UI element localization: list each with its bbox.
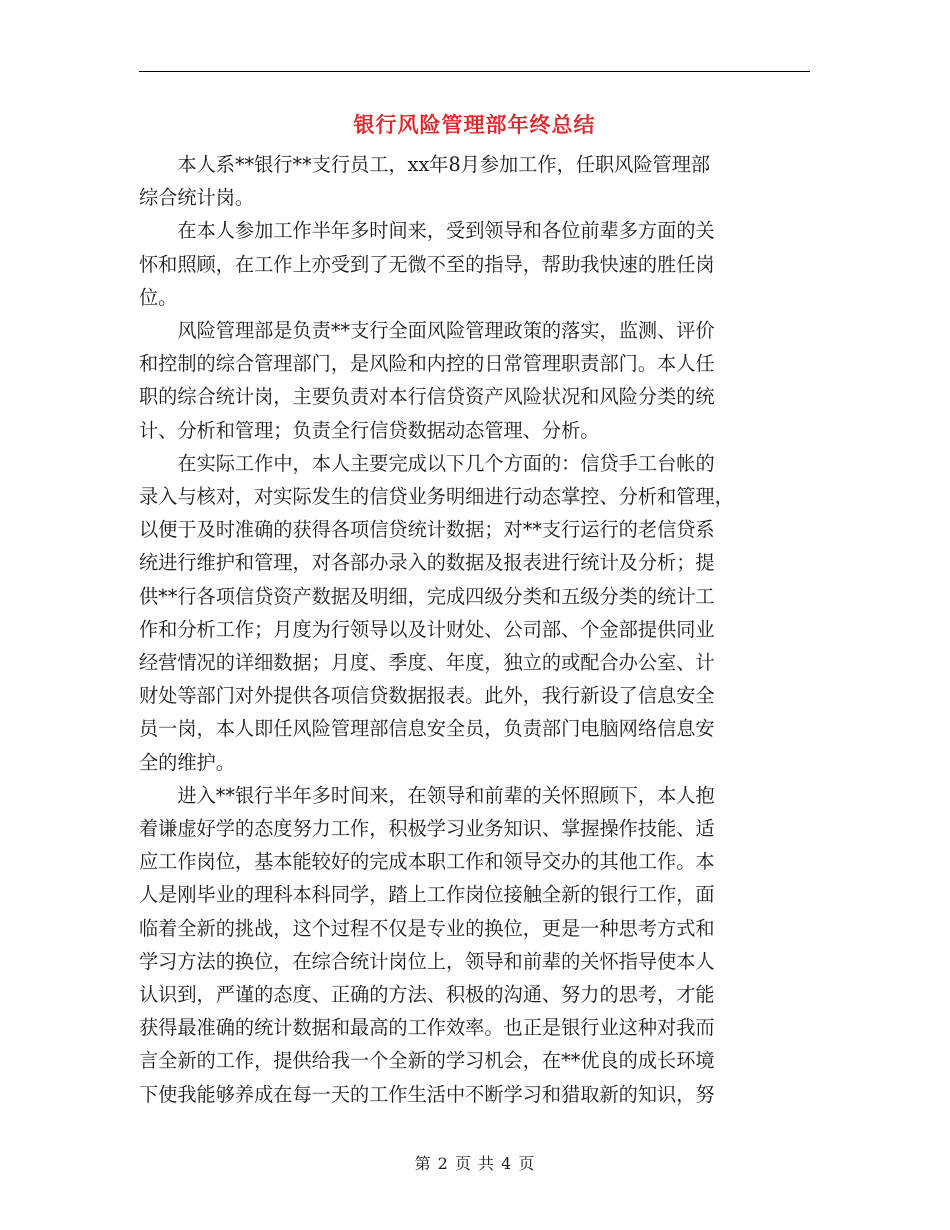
paragraph-line: 应工作岗位，基本能较好的完成本职工作和领导交办的其他工作。本 — [139, 850, 715, 874]
paragraph-line: 全的维护。 — [139, 750, 235, 774]
body-paragraph — [139, 779, 799, 1111]
paragraph-line: 获得最准确的统计数据和最高的工作效率。也正是银行业这种对我而 — [139, 1016, 715, 1040]
body-paragraph — [139, 148, 799, 214]
body-paragraph — [139, 214, 799, 314]
paragraph-line: 作和分析工作；月度为行领导以及计财处、公司部、个金部提供同业 — [139, 617, 715, 641]
paragraph-line: 经营情况的详细数据；月度、季度、年度，独立的或配合办公室、计 — [139, 651, 715, 675]
paragraph-line: 录入与核对，对实际发生的信贷业务明细进行动态掌控、分析和管理， — [139, 485, 734, 509]
paragraph-line: 人是刚毕业的理科本科同学，踏上工作岗位接触全新的银行工作，面 — [139, 883, 715, 907]
paragraph-line: 职的综合统计岗，主要负责对本行信贷资产风险状况和风险分类的统 — [139, 385, 715, 409]
document-body — [139, 148, 799, 1111]
header-rule — [139, 71, 810, 72]
paragraph-line: 统进行维护和管理，对各部办录入的数据及报表进行统计及分析；提 — [139, 551, 715, 575]
paragraph-line: 进入**银行半年多时间来，在领导和前辈的关怀照顾下，本人抱 — [177, 783, 715, 807]
paragraph-line: 综合统计岗。 — [139, 186, 255, 210]
body-paragraph — [139, 447, 799, 779]
paragraph-line: 在实际工作中，本人主要完成以下几个方面的：信贷手工台帐的 — [177, 451, 715, 475]
paragraph-line: 财处等部门对外提供各项信贷数据报表。此外，我行新设了信息安全 — [139, 684, 715, 708]
paragraph-line: 位。 — [139, 285, 178, 309]
paragraph-line: 下使我能够养成在每一天的工作生活中不断学习和猎取新的知识，努 — [139, 1082, 715, 1106]
paragraph-line: 着谦虚好学的态度努力工作，积极学习业务知识、掌握操作技能、适 — [139, 817, 715, 841]
body-paragraph — [139, 314, 799, 447]
paragraph-line: 认识到，严谨的态度、正确的方法、积极的沟通、努力的思考，才能 — [139, 983, 715, 1007]
paragraph-line: 员一岗，本人即任风险管理部信息安全员，负责部门电脑网络信息安 — [139, 717, 715, 741]
paragraph-line: 和控制的综合管理部门，是风险和内控的日常管理职责部门。本人任 — [139, 352, 715, 376]
paragraph-line: 怀和照顾，在工作上亦受到了无微不至的指导，帮助我快速的胜任岗 — [139, 252, 715, 276]
paragraph-line: 以便于及时准确的获得各项信贷统计数据；对**支行运行的老信贷系 — [139, 518, 715, 542]
paragraph-line: 风险管理部是负责**支行全面风险管理政策的落实，监测、评价 — [177, 319, 715, 343]
paragraph-line: 供**行各项信贷资产数据及明细，完成四级分类和五级分类的统计工 — [139, 584, 715, 608]
page-number-footer: 第 2 页 共 4 页 — [414, 1154, 536, 1173]
paragraph-line: 在本人参加工作半年多时间来，受到领导和各位前辈多方面的关 — [177, 219, 715, 243]
paragraph-line: 计、分析和管理；负责全行信贷数据动态管理、分析。 — [139, 418, 600, 442]
document-title: 银行风险管理部年终总结 — [353, 113, 596, 137]
paragraph-line: 学习方法的换位，在综合统计岗位上，领导和前辈的关怀指导使本人 — [139, 949, 715, 973]
paragraph-line: 本人系**银行**支行员工，xx年8月参加工作，任职风险管理部 — [177, 153, 711, 176]
paragraph-line: 言全新的工作，提供给我一个全新的学习机会，在**优良的成长环境 — [139, 1049, 715, 1073]
paragraph-line: 临着全新的挑战，这个过程不仅是专业的换位，更是一种思考方式和 — [139, 916, 715, 940]
